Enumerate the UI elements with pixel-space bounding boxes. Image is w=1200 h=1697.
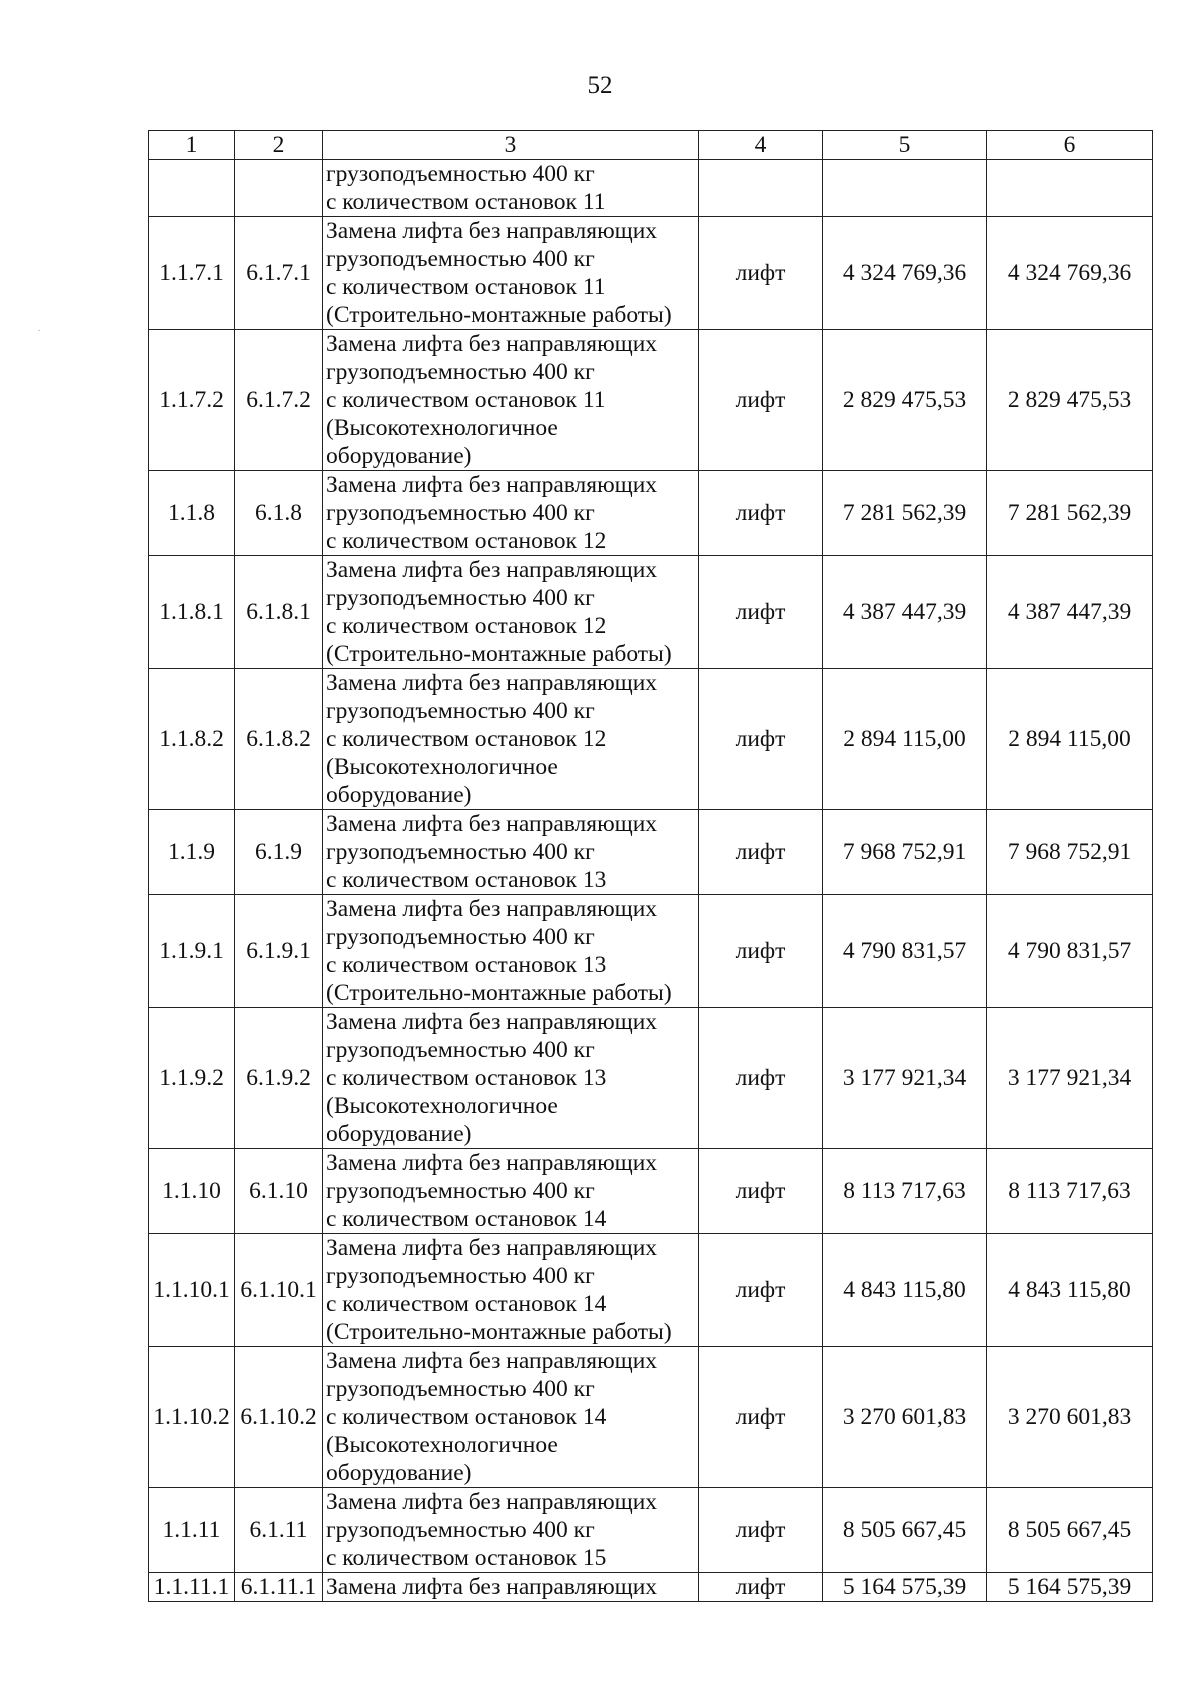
row-description-cell: Замена лифта без направляющих грузоподъемностью 400 кг с количеством остановок 11 (Высокотехнологичное оборудование) xyxy=(323,330,699,471)
row-cost-cell: 8 113 717,63 xyxy=(823,1149,987,1234)
header-cell-4: 4 xyxy=(699,131,823,160)
row-cost-cell: 4 324 769,36 xyxy=(823,217,987,330)
row-total-cell: 2 894 115,00 xyxy=(987,669,1153,810)
header-cell-2: 2 xyxy=(235,131,323,160)
row-code-alt-cell: 6.1.10.2 xyxy=(235,1347,323,1488)
row-unit-cell xyxy=(699,160,823,217)
header-cell-3: 3 xyxy=(323,131,699,160)
scan-speck xyxy=(38,330,40,331)
row-description-cell: Замена лифта без направляющих грузоподъемностью 400 кг с количеством остановок 13 (Строительно-монтажные работы) xyxy=(323,895,699,1008)
row-code-cell: 1.1.10.2 xyxy=(149,1347,235,1488)
row-code-cell: 1.1.9.2 xyxy=(149,1008,235,1149)
row-code-cell: 1.1.8.2 xyxy=(149,669,235,810)
header-cell-1: 1 xyxy=(149,131,235,160)
table-row xyxy=(149,1488,1153,1573)
table-row xyxy=(149,160,1153,217)
row-total-cell: 7 281 562,39 xyxy=(987,471,1153,556)
table-row xyxy=(149,895,1153,1008)
header-row xyxy=(149,131,1153,160)
row-cost-cell: 2 829 475,53 xyxy=(823,330,987,471)
row-description-cell: Замена лифта без направляющих грузоподъемностью 400 кг с количеством остановок 14 xyxy=(323,1149,699,1234)
row-unit-cell: лифт xyxy=(699,556,823,669)
row-total-cell: 2 829 475,53 xyxy=(987,330,1153,471)
row-cost-cell: 3 177 921,34 xyxy=(823,1008,987,1149)
table-row xyxy=(149,1008,1153,1149)
row-unit-cell: лифт xyxy=(699,1008,823,1149)
row-code-cell: 1.1.9.1 xyxy=(149,895,235,1008)
table-row xyxy=(149,556,1153,669)
table-row xyxy=(149,217,1153,330)
row-description-cell: Замена лифта без направляющих грузоподъемностью 400 кг с количеством остановок 12 (Строительно-монтажные работы) xyxy=(323,556,699,669)
row-code-alt-cell: 6.1.9.2 xyxy=(235,1008,323,1149)
row-cost-cell: 3 270 601,83 xyxy=(823,1347,987,1488)
table-row xyxy=(149,1347,1153,1488)
header-cell-5: 5 xyxy=(823,131,987,160)
table-row xyxy=(149,1234,1153,1347)
row-cost-cell xyxy=(823,160,987,217)
row-code-cell: 1.1.8 xyxy=(149,471,235,556)
row-total-cell: 4 790 831,57 xyxy=(987,895,1153,1008)
row-description-cell: Замена лифта без направляющих грузоподъемностью 400 кг с количеством остановок 11 (Строительно-монтажные работы) xyxy=(323,217,699,330)
row-total-cell: 4 324 769,36 xyxy=(987,217,1153,330)
row-unit-cell: лифт xyxy=(699,669,823,810)
table-row xyxy=(149,471,1153,556)
row-cost-cell: 2 894 115,00 xyxy=(823,669,987,810)
row-cost-cell: 7 281 562,39 xyxy=(823,471,987,556)
row-total-cell: 4 387 447,39 xyxy=(987,556,1153,669)
row-total-cell: 5 164 575,39 xyxy=(987,1573,1153,1602)
row-code-alt-cell: 6.1.7.1 xyxy=(235,217,323,330)
row-unit-cell: лифт xyxy=(699,1573,823,1602)
table-row xyxy=(149,1573,1153,1602)
row-unit-cell: лифт xyxy=(699,1149,823,1234)
row-description-cell: Замена лифта без направляющих грузоподъемностью 400 кг с количеством остановок 15 xyxy=(323,1488,699,1573)
row-code-alt-cell: 6.1.11 xyxy=(235,1488,323,1573)
table-row xyxy=(149,810,1153,895)
row-code-cell: 1.1.9 xyxy=(149,810,235,895)
row-code-cell: 1.1.11 xyxy=(149,1488,235,1573)
row-code-cell: 1.1.10.1 xyxy=(149,1234,235,1347)
row-total-cell: 3 270 601,83 xyxy=(987,1347,1153,1488)
row-code-cell: 1.1.7.2 xyxy=(149,330,235,471)
row-code-cell: 1.1.10 xyxy=(149,1149,235,1234)
row-description-cell: Замена лифта без направляющих xyxy=(323,1573,699,1602)
row-description-cell: Замена лифта без направляющих грузоподъемностью 400 кг с количеством остановок 12 xyxy=(323,471,699,556)
table-body xyxy=(149,131,1153,1602)
row-code-alt-cell: 6.1.9.1 xyxy=(235,895,323,1008)
row-cost-cell: 5 164 575,39 xyxy=(823,1573,987,1602)
row-cost-cell: 8 505 667,45 xyxy=(823,1488,987,1573)
row-cost-cell: 4 790 831,57 xyxy=(823,895,987,1008)
row-description-cell: грузоподъемностью 400 кг с количеством остановок 11 xyxy=(323,160,699,217)
row-unit-cell: лифт xyxy=(699,1347,823,1488)
row-total-cell: 3 177 921,34 xyxy=(987,1008,1153,1149)
row-total-cell: 4 843 115,80 xyxy=(987,1234,1153,1347)
row-cost-cell: 7 968 752,91 xyxy=(823,810,987,895)
row-code-alt-cell: 6.1.7.2 xyxy=(235,330,323,471)
row-code-alt-cell: 6.1.8.1 xyxy=(235,556,323,669)
page-number: 52 xyxy=(587,72,613,99)
row-unit-cell: лифт xyxy=(699,1234,823,1347)
row-code-alt-cell: 6.1.10.1 xyxy=(235,1234,323,1347)
row-unit-cell: лифт xyxy=(699,471,823,556)
row-unit-cell: лифт xyxy=(699,895,823,1008)
row-description-cell: Замена лифта без направляющих грузоподъемностью 400 кг с количеством остановок 14 (Высокотехнологичное оборудование) xyxy=(323,1347,699,1488)
table-row xyxy=(149,1149,1153,1234)
row-code-alt-cell xyxy=(235,160,323,217)
row-unit-cell: лифт xyxy=(699,330,823,471)
row-description-cell: Замена лифта без направляющих грузоподъемностью 400 кг с количеством остановок 12 (Высокотехнологичное оборудование) xyxy=(323,669,699,810)
row-code-alt-cell: 6.1.11.1 xyxy=(235,1573,323,1602)
row-description-cell: Замена лифта без направляющих грузоподъемностью 400 кг с количеством остановок 13 xyxy=(323,810,699,895)
row-unit-cell: лифт xyxy=(699,810,823,895)
row-cost-cell: 4 843 115,80 xyxy=(823,1234,987,1347)
row-unit-cell: лифт xyxy=(699,217,823,330)
row-code-cell: 1.1.7.1 xyxy=(149,217,235,330)
row-total-cell: 8 113 717,63 xyxy=(987,1149,1153,1234)
row-unit-cell: лифт xyxy=(699,1488,823,1573)
row-cost-cell: 4 387 447,39 xyxy=(823,556,987,669)
table-row xyxy=(149,669,1153,810)
header-cell-6: 6 xyxy=(987,131,1153,160)
row-description-cell: Замена лифта без направляющих грузоподъемностью 400 кг с количеством остановок 14 (Строительно-монтажные работы) xyxy=(323,1234,699,1347)
row-total-cell: 7 968 752,91 xyxy=(987,810,1153,895)
row-code-alt-cell: 6.1.10 xyxy=(235,1149,323,1234)
row-code-alt-cell: 6.1.8 xyxy=(235,471,323,556)
cost-table xyxy=(148,130,1153,1602)
row-total-cell: 8 505 667,45 xyxy=(987,1488,1153,1573)
row-code-alt-cell: 6.1.9 xyxy=(235,810,323,895)
row-code-cell: 1.1.8.1 xyxy=(149,556,235,669)
row-code-cell xyxy=(149,160,235,217)
row-description-cell: Замена лифта без направляющих грузоподъемностью 400 кг с количеством остановок 13 (Высокотехнологичное оборудование) xyxy=(323,1008,699,1149)
row-total-cell xyxy=(987,160,1153,217)
table-row xyxy=(149,330,1153,471)
row-code-alt-cell: 6.1.8.2 xyxy=(235,669,323,810)
row-code-cell: 1.1.11.1 xyxy=(149,1573,235,1602)
